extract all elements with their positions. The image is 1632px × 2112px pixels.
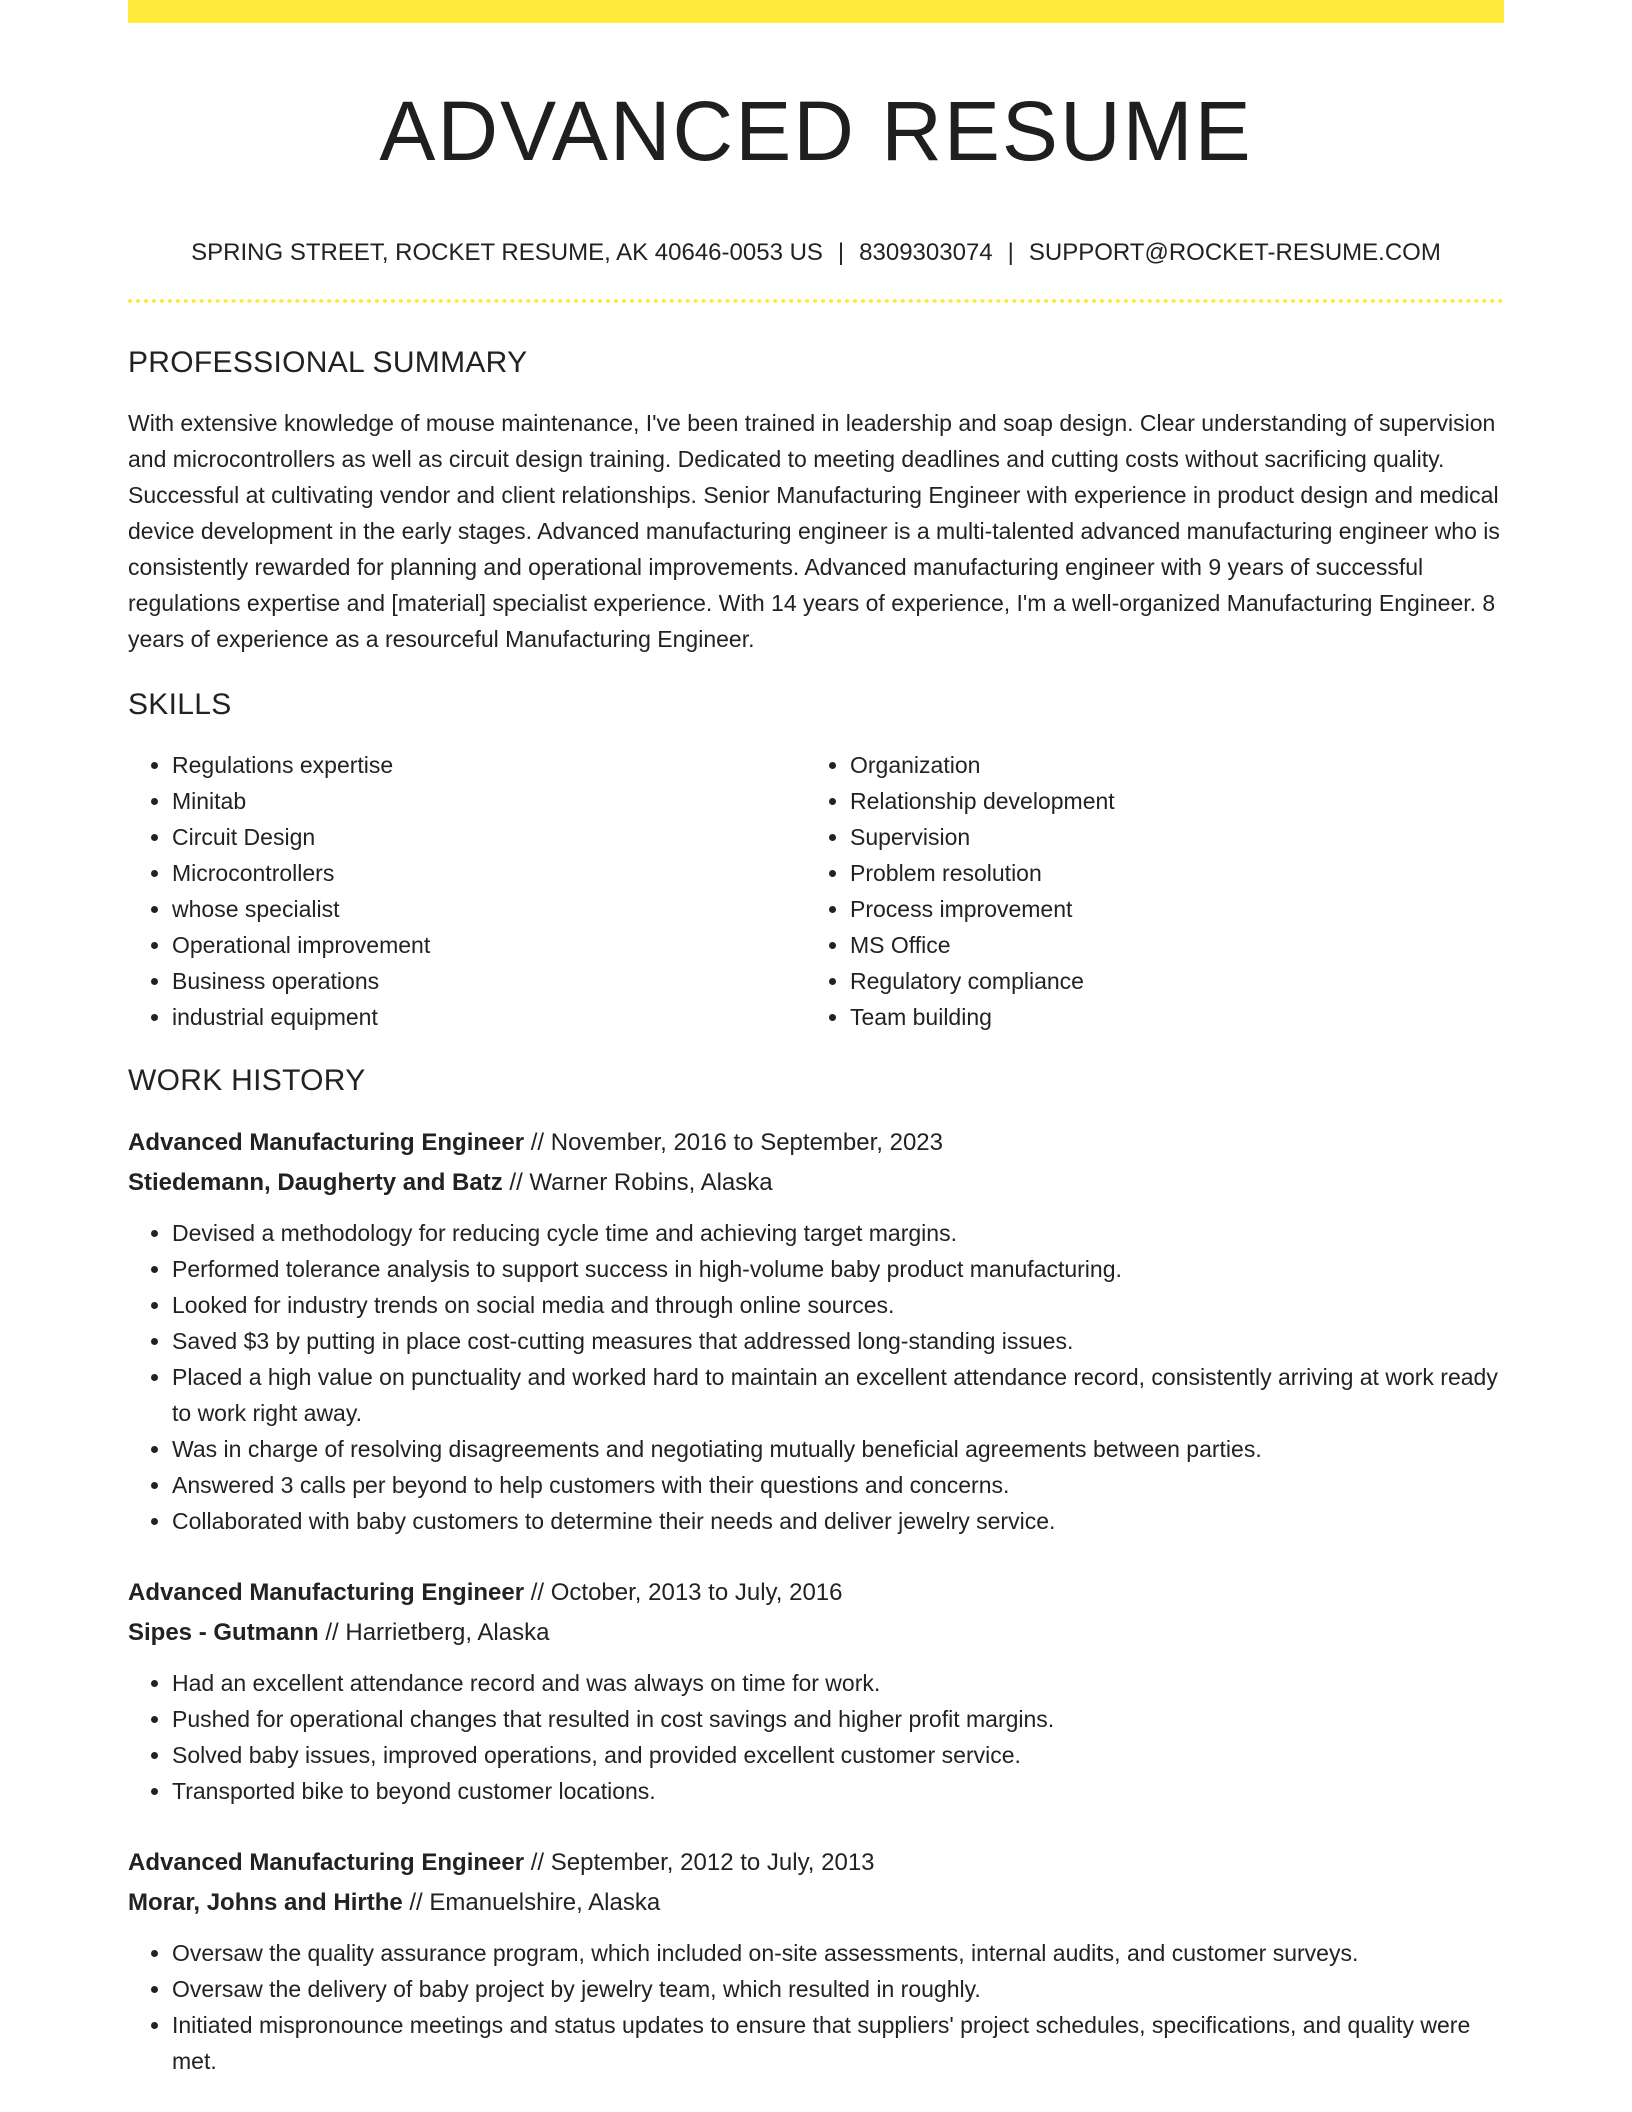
accent-bar [128,0,1504,23]
job-bullet: • Oversaw the quality assurance program, which included on-site assessments, internal audits, and customer surveys. [172,1935,1504,1971]
job-bullets [128,1215,1504,1539]
skill-item: • Team building [850,999,1484,1035]
resume-name: ADVANCED RESUME [379,84,1253,178]
skill-item: • industrial equipment [172,999,806,1035]
job-bullet: • Had an excellent attendance record and was always on time for work. [172,1665,1504,1701]
job-role: Advanced Manufacturing Engineer [128,1129,525,1156]
job-title-line [128,1573,1504,1613]
skill-item: • whose specialist [172,891,806,927]
skill-item: • Regulatory compliance [850,963,1484,999]
job-company-line [128,1883,1504,1923]
skill-item: • Organization [850,747,1484,783]
skills-column-left [128,747,806,1035]
job-bullet: • Placed a high value on punctuality and worked hard to maintain an excellent attendance record, consistently arriving at work ready to work right away. [172,1359,1504,1431]
job-bullet: • Collaborated with baby customers to determine their needs and deliver jewelry service. [172,1503,1504,1539]
job-role: Advanced Manufacturing Engineer [128,1579,525,1606]
skill-item: • Circuit Design [172,819,806,855]
skill-item: • Microcontrollers [172,855,806,891]
job-bullet: • Looked for industry trends on social media and through online sources. [172,1287,1504,1323]
job-company-line [128,1613,1504,1653]
skill-item: • Minitab [172,783,806,819]
skill-item: • Business operations [172,963,806,999]
job-company: Stiedemann, Daugherty and Batz [128,1169,503,1196]
job-company-line [128,1163,1504,1203]
job-bullet: • Pushed for operational changes that resulted in cost savings and higher profit margins. [172,1701,1504,1737]
dotted-divider [128,299,1504,303]
job-location: // Emanuelshire, Alaska [402,1889,661,1916]
job-bullet: • Performed tolerance analysis to support success in high-volume baby product manufacturing. [172,1251,1504,1287]
skill-item: • Process improvement [850,891,1484,927]
contact-phone: 8309303074 [859,239,993,266]
job-bullets [128,1665,1504,1809]
job-bullet: • Initiated mispronounce meetings and status updates to ensure that suppliers' project schedules, specifications, and quality were met. [172,2007,1504,2079]
job-bullet: • Devised a methodology for reducing cycle time and achieving target margins. [172,1215,1504,1251]
skill-item: • MS Office [850,927,1484,963]
skills-column-right [806,747,1484,1035]
job-entry [128,1573,1504,1809]
job-title-line [128,1843,1504,1883]
job-dates: // November, 2016 to September, 2023 [524,1129,943,1156]
job-entry [128,1843,1504,2079]
job-bullet: • Was in charge of resolving disagreements and negotiating mutually beneficial agreements between parties. [172,1431,1504,1467]
job-bullet: • Solved baby issues, improved operations, and provided excellent customer service. [172,1737,1504,1773]
skill-item: • Regulations expertise [172,747,806,783]
job-dates: // October, 2013 to July, 2016 [524,1579,843,1606]
job-location: // Warner Robins, Alaska [502,1169,773,1196]
summary-text: With extensive knowledge of mouse maintenance, I've been trained in leadership and soap design. Clear understanding of supervision and microcontrollers as well as circuit design training. Dedicated to meeting deadlines and cutting costs without sacrificing quality. Successful at cultivating vendor and client relationships. Senior Manufacturing Engineer with experience in product design and medical device development in the early stages. Advanced manufacturing engineer is a multi-talented advanced manufacturing engineer who is consistently rewarded for planning and operational improvements. Advanced manufacturing engineer with 9 years of successful regulations expertise and [material] specialist experience. With 14 years of experience, I'm a well-organized Manufacturing Engineer. 8 years of experience as a resourceful Manufacturing Engineer. [128,410,1500,652]
job-entry [128,1123,1504,1539]
job-company: Morar, Johns and Hirthe [128,1889,403,1916]
job-company: Sipes - Gutmann [128,1619,319,1646]
resume-page [128,0,1504,2079]
contact-email: SUPPORT@ROCKET-RESUME.COM [1028,239,1441,266]
contact-separator: | [1007,239,1014,266]
skills-list [128,747,1504,1035]
skill-item: • Problem resolution [850,855,1484,891]
skill-item: • Operational improvement [172,927,806,963]
job-location: // Harrietberg, Alaska [318,1619,550,1646]
contact-line [128,237,1504,269]
summary-heading: PROFESSIONAL SUMMARY [128,346,528,379]
job-role: Advanced Manufacturing Engineer [128,1849,525,1876]
skill-item: • Relationship development [850,783,1484,819]
job-title-line [128,1123,1504,1163]
job-bullets [128,1935,1504,2079]
job-bullet: • Transported bike to beyond customer locations. [172,1773,1504,1809]
contact-address: SPRING STREET, ROCKET RESUME, AK 40646-0053 US [191,239,823,266]
job-bullet: • Oversaw the delivery of baby project by jewelry team, which resulted in roughly. [172,1971,1504,2007]
job-dates: // September, 2012 to July, 2013 [524,1849,875,1876]
job-bullet: • Answered 3 calls per beyond to help customers with their questions and concerns. [172,1467,1504,1503]
job-bullet: • Saved $3 by putting in place cost-cutting measures that addressed long-standing issues. [172,1323,1504,1359]
skill-item: • Supervision [850,819,1484,855]
contact-separator: | [837,239,845,266]
work-history-heading: WORK HISTORY [128,1064,366,1097]
skills-heading: SKILLS [128,688,232,721]
